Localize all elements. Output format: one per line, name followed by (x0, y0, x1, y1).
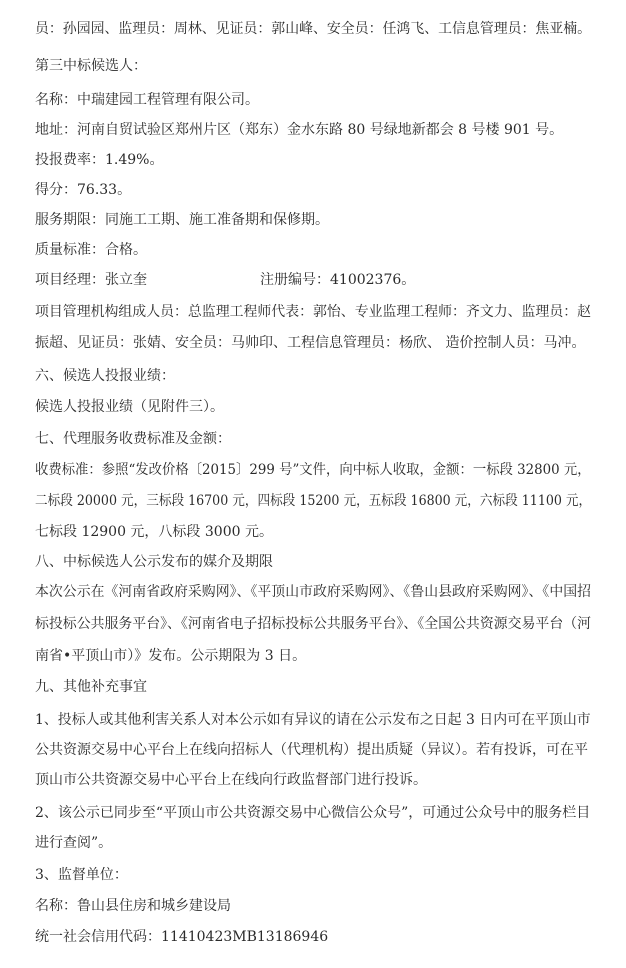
manager-row (35, 270, 416, 290)
text-line: 候选人投报业绩（见附件三）。 (35, 399, 224, 415)
text-line: 得分：76.33。 (35, 182, 132, 198)
text-line: 南省•平顶山市）》发布。公示期限为 3 日。 (35, 648, 307, 664)
text-line: 质量标准：合格。 (35, 242, 147, 258)
text-line: 投报费率：1.49%。 (35, 152, 164, 168)
text-line: 七标段 12900 元，八标段 3000 元。 (35, 524, 273, 540)
section-heading: 六、候选人投报业绩： (35, 368, 175, 384)
text-line: 服务期限：同施工工期、施工准备期和保修期。 (35, 212, 329, 228)
registration-number: 注册编号：41002376。 (260, 272, 416, 288)
section-heading: 七、代理服务收费标准及金额： (35, 431, 231, 447)
text-line: 顶山市公共资源交易中心平台上在线向行政监督部门进行投诉。 (35, 772, 427, 788)
text-line: 二标段 20000 元，三标段 16700 元，四标段 15200 元，五标段 16800 元，六标段 11100 元， (35, 493, 592, 509)
section-heading: 八、中标候选人公示发布的媒介及期限 (35, 554, 273, 570)
text-line: 名称：中瑞建园工程管理有限公司。 (35, 92, 259, 108)
section-heading: 九、其他补充事宜 (35, 679, 147, 695)
text-line: 本次公示在《河南省政府采购网》、《平顶山市政府采购网》、《鲁山县政府采购网》、《中国招 (35, 584, 592, 600)
text-line: 3、监督单位： (35, 867, 128, 883)
text-line: 收费标准：参照“发改价格〔2015〕299 号”文件，向中标人收取，金额：一标段 32800 元， (35, 462, 591, 478)
text-line: 1、投标人或其他利害关系人对本公示如有异议的请在公示发布之日起 3 日内可在平顶山市 (35, 712, 591, 728)
text-line: 地址：河南自贸试验区郑州片区（郑东）金水东路 80 号绿地新都会 8 号楼 901 号。 (35, 122, 564, 138)
text-line: 振超、见证员：张婧、安全员：马帅印、工程信息管理员：杨欣、 造价控制人员：马冲。 (35, 335, 586, 351)
project-manager: 项目经理：张立奎 (35, 272, 147, 288)
text-line: 标投标公共服务平台》、《河南省电子招标投标公共服务平台》、《全国公共资源交易平台（河 (35, 616, 592, 632)
text-line: 2、该公示已同步至“平顶山市公共资源交易中心微信公众号”，可通过公众号中的服务栏目 (35, 805, 591, 821)
text-line: 统一社会信用代码：11410423MB13186946 (35, 929, 329, 945)
text-line: 项目管理机构组成人员：总监理工程师代表：郭怡、专业监理工程师：齐文力、监理员：赵 (35, 304, 592, 320)
text-line: 第三中标候选人： (35, 58, 147, 74)
text-line: 名称：鲁山县住房和城乡建设局 (35, 898, 231, 914)
text-line: 员：孙园园、监理员：周林、见证员：郭山峰、安全员：任鸿飞、工信息管理员：焦亚楠。 (35, 21, 592, 37)
text-line: 公共资源交易中心平台上在线向招标人（代理机构）提出质疑（异议）。若有投诉，可在平 (35, 742, 588, 758)
text-line: 进行查阅”。 (35, 835, 113, 851)
